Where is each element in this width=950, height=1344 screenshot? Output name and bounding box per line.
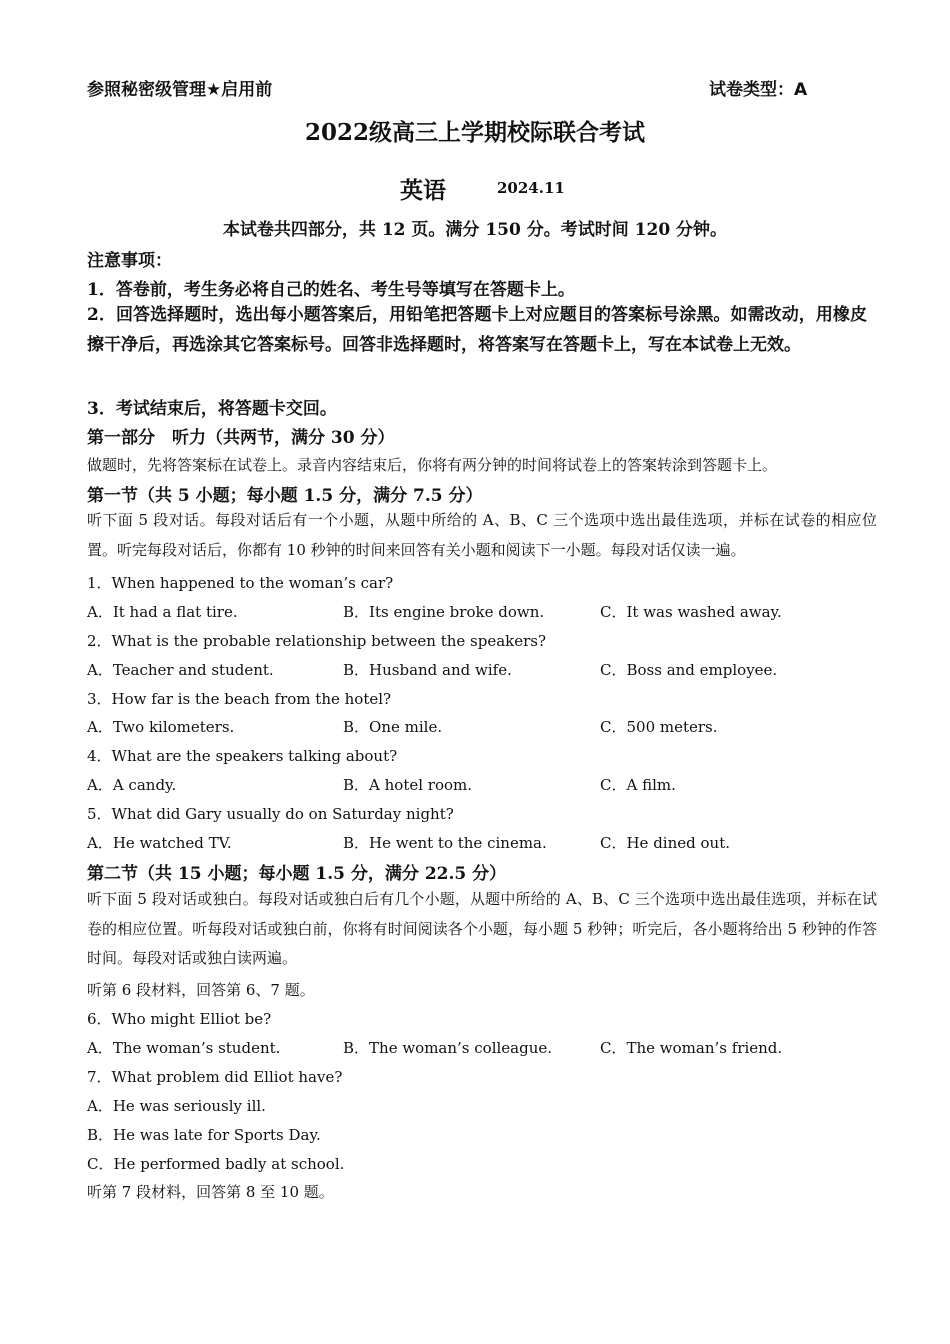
option-a: A．The woman’s student.: [87, 1039, 281, 1057]
option-a: A．A candy.: [87, 776, 177, 794]
option-b: B．A hotel room.: [343, 776, 473, 794]
question-4: 4．What are the speakers talking about?: [87, 747, 398, 765]
option-b: B．One mile.: [343, 718, 443, 736]
option-a: A．He was seriously ill.: [87, 1097, 266, 1115]
part1-heading: 第一部分 听力（共两节，满分 30 分）: [87, 428, 395, 448]
option-a: A．It had a flat tire.: [87, 603, 238, 621]
option-c: C．It was washed away.: [600, 603, 782, 621]
option-c: C．The woman’s friend.: [600, 1039, 783, 1057]
part1-instruction: 做题时，先将答案标在试卷上。录音内容结束后，你将有两分钟的时间将试卷上的答案转涂到答题卡上。: [87, 456, 778, 474]
question-6: 6．Who might Elliot be?: [87, 1010, 272, 1028]
exam-title: 2022级高三上学期校际联合考试: [304, 119, 645, 146]
confidential-label: 参照秘密级管理★启用前: [87, 80, 273, 100]
section2-heading: 第二节（共 15 小题；每小题 1.5 分，满分 22.5 分）: [87, 864, 507, 884]
question-1: 1．When happened to the woman’s car?: [87, 574, 394, 592]
note-item: 2．回答选择题时，选出每小题答案后，用铅笔把答题卡上对应题目的答案标号涂黑。如需改动，用橡皮擦干净后，再选涂其它答案标号。回答非选择题时，将答案写在答题卡上，写在本试卷上无效。: [87, 305, 867, 355]
option-b: B．He was late for Sports Day.: [87, 1126, 321, 1144]
option-c: C．He performed badly at school.: [87, 1155, 345, 1173]
subject-label: 英语: [400, 177, 446, 204]
material-7-note: 听第 7 段材料，回答第 8 至 10 题。: [87, 1183, 334, 1201]
option-b: B．He went to the cinema.: [343, 834, 547, 852]
notes-heading: 注意事项：: [87, 251, 172, 271]
paper-type-label: 试卷类型：A: [709, 80, 808, 100]
question-7: 7．What problem did Elliot have?: [87, 1068, 343, 1086]
option-c: C．He dined out.: [600, 834, 730, 852]
note-item: 3．考试结束后，将答题卡交回。: [87, 399, 337, 419]
question-3: 3．How far is the beach from the hotel?: [87, 690, 392, 708]
note-item: 1．答卷前，考生务必将自己的姓名、考生号等填写在答题卡上。: [87, 280, 575, 300]
exam-date: 2024.11: [497, 179, 565, 197]
option-a: A．Teacher and student.: [87, 661, 274, 679]
section1-instruction: 听下面 5 段对话。每段对话后有一个小题，从题中所给的 A、B、C 三个选项中选出最佳选项，并标在试卷的相应位置。听完每段对话后，你都有 10 秒钟的时间来回答有关小题和阅读下一小题。每段对话仅读一遍。: [87, 511, 877, 559]
section1-heading: 第一节（共 5 小题；每小题 1.5 分，满分 7.5 分）: [87, 486, 483, 506]
option-b: B．The woman’s colleague.: [343, 1039, 553, 1057]
option-b: B．Husband and wife.: [343, 661, 512, 679]
section2-instruction: 听下面 5 段对话或独白。每段对话或独白后有几个小题，从题中所给的 A、B、C 三个选项中选出最佳选项，并标在试卷的相应位置。听每段对话或独白前，你将有时间阅读各个小题，每小题 5 秒钟；听完后，各小题将给出 5 秒钟的作答时间。每段对话或独白读两遍。: [87, 890, 877, 967]
option-a: A．Two kilometers.: [87, 718, 235, 736]
option-b: B．Its engine broke down.: [343, 603, 545, 621]
option-c: C．500 meters.: [600, 718, 718, 736]
question-2: 2．What is the probable relationship between the speakers?: [87, 632, 547, 650]
option-a: A．He watched TV.: [87, 834, 232, 852]
exam-summary: 本试卷共四部分，共 12 页。满分 150 分。考试时间 120 分钟。: [222, 220, 728, 240]
material-6-note: 听第 6 段材料，回答第 6、7 题。: [87, 981, 315, 999]
option-c: C．Boss and employee.: [600, 661, 778, 679]
question-5: 5．What did Gary usually do on Saturday night?: [87, 805, 454, 823]
option-c: C．A film.: [600, 776, 676, 794]
